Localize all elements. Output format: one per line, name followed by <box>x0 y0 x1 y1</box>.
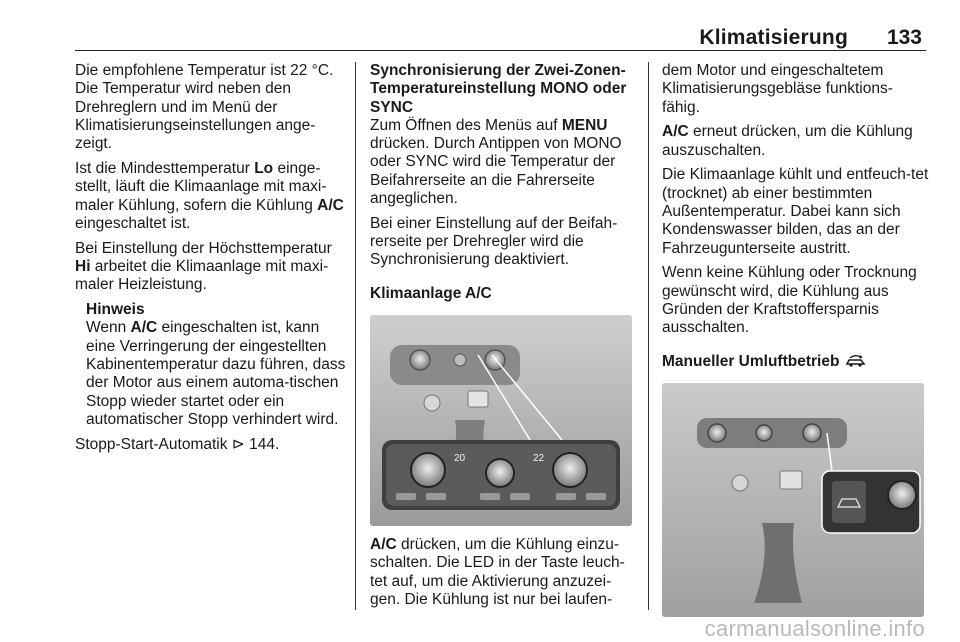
paragraph: Ist die Mindesttemperatur Lo einge‐stellt, läuft die Klimaanlage mit maxi‐maler Kühlung, sofern die Kühlung A/C eingeschaltet ist. <box>75 159 344 232</box>
watermark: carmanualsonline.info <box>704 616 925 641</box>
page-title: Klimatisierung <box>699 26 848 49</box>
page-header <box>75 16 926 51</box>
column-2 <box>370 62 638 616</box>
recirculation-car-icon <box>844 354 868 368</box>
hi-label: Hi <box>75 257 91 275</box>
ac-label: A/C <box>662 123 689 141</box>
ac-label: A/C <box>370 536 397 554</box>
column-divider <box>355 62 356 610</box>
paragraph: Zum Öffnen des Menüs auf MENU drücken. Durch Antippen von MONO oder SYNC wird die Temperatur der Beifahrerseite an die Fahrerseite angeglichen. <box>370 116 622 208</box>
paragraph: A/C drücken, um die Kühlung einzu‐schalten. Die LED in der Taste leuch‐tet auf, um die Aktivierung anzuzei‐gen. Die Kühlung ist nur bei laufen‐ <box>370 536 625 608</box>
ac-label: A/C <box>130 319 158 337</box>
paragraph: Bei Einstellung der Höchsttemperatur Hi arbeitet die Klimaanlage mit maxi‐maler Heizleistung. <box>75 239 332 294</box>
ac-control-illustration <box>370 315 632 526</box>
note-title: Hinweis <box>86 301 145 319</box>
lo-label: Lo <box>254 159 274 177</box>
paragraph: Die empfohlene Temperatur ist 22 °C. Die Temperatur wird neben den Drehreglern und im Menü der Klimatisierungseinstellungen ange‐zeigt. <box>75 62 334 153</box>
column-1 <box>75 62 347 460</box>
note-text: Wenn A/C eingeschalten ist, kann eine Verringerung der eingestellten Kabinentemperatur dazu führen, dass der Motor aus einem automa‐tischen Stopp wieder startet oder ein automatischer Stopp verhindert wird. <box>86 319 346 428</box>
section-heading: Klimaanlage A/C <box>370 284 492 302</box>
column-3 <box>662 62 930 617</box>
paragraph: Bei einer Einstellung auf der Beifah‐rerseite per Drehregler wird die Synchronisierung deaktiviert. <box>370 214 618 269</box>
menu-label: MENU <box>561 116 608 134</box>
paragraph: dem Motor und eingeschaltetem Klimatisierungsgebläse funktions‐fähig. <box>662 62 893 116</box>
note-box <box>86 301 347 429</box>
paragraph: Wenn keine Kühlung oder Trocknung gewünscht wird, die Kühlung aus Gründen der Kraftstoffersparnis ausschalten. <box>662 264 917 337</box>
cross-reference[interactable]: Stopp-Start-Automatik ⊳ 144. <box>75 435 280 453</box>
recirculation-illustration <box>662 383 924 617</box>
left-temp-display: 20 <box>454 453 466 465</box>
paragraph: Die Klimaanlage kühlt und entfeuch‐tet (trocknet) ab einer bestimmten Außentemperatur. Dabei kann sich Kondenswasser bilden, das an der Fahrzeugunterseite austritt. <box>662 166 929 257</box>
section-heading: Synchronisierung der Zwei-Zonen-Temperatureinstellung MONO oder SYNC <box>370 62 627 116</box>
section-heading: Manueller Umluftbetrieb <box>662 353 930 371</box>
right-temp-display: 22 <box>533 453 545 465</box>
column-divider <box>648 62 649 610</box>
page-number: 133 <box>886 26 922 49</box>
cross-ref-arrow-icon: ⊳ <box>231 435 245 453</box>
ac-label: A/C <box>317 196 344 214</box>
paragraph: A/C erneut drücken, um die Kühlung auszuschalten. <box>662 123 913 159</box>
